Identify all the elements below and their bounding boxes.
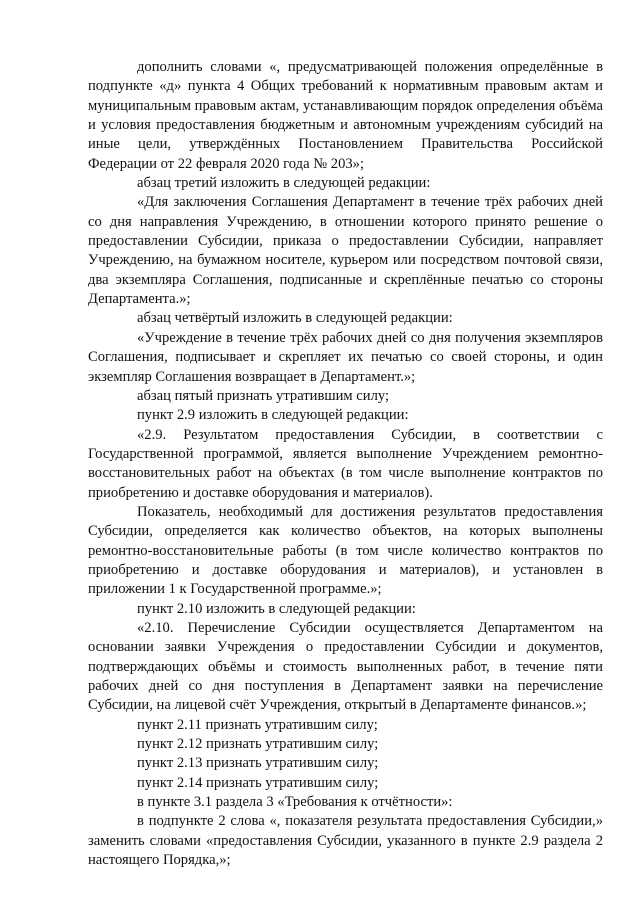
paragraph-punkt-2-14: пункт 2.14 признать утратившим силу; [137, 774, 379, 791]
paragraph-punkt-2-10-heading: пункт 2.10 изложить в следующей редакции: [137, 600, 416, 617]
paragraph-abzac-5: абзац пятый признать утратившим силу; [137, 387, 390, 404]
paragraph-abzac-3-text: «Для заключения Соглашения Департамент в течение трёх рабочих дней со дня направления Учреждению, в отношении которого принято решение о предоставлении Субсидии, приказа о предоставлении Субсидии, направляет Учреждению, на бумажном носителе, курьером или посредством почтовой связи, два экземпляра Соглашения, подписанные и скреплённые печатью со стороны Департамента.»; [88, 194, 603, 308]
paragraph-punkt-3-1-heading: в пункте 3.1 раздела 3 «Требования к отчётности»: [137, 794, 453, 811]
paragraph-punkt-2-13: пункт 2.13 признать утратившим силу; [137, 755, 379, 772]
paragraph-abzac-4-text: «Учреждение в течение трёх рабочих дней со дня получения экземпляров Соглашения, подписывает и скрепляет их печатью со своей стороны, и один экземпляр Соглашения возвращает в Департамент.»; [88, 329, 603, 385]
paragraph-abzac-3-heading: абзац третий изложить в следующей редакции: [137, 175, 431, 192]
paragraph-punkt-2-9-text: «2.9. Результатом предоставления Субсидии, в соответствии с Государственной программой, является выполнение Учреждением ремонтно-восстановительных работ на объектах (в том числе выполнение контрактов по приобретению и доставке оборудования и материалов). [88, 426, 603, 501]
paragraph-intro-amendment: дополнить словами «, предусматривающей положения определённые в подпункте «д» пункта 4 Общих требований к нормативным правовым актам и муниципальным правовым актам, устанавливающим порядок определения объёма и условия предоставления бюджетным и автономным учреждениям субсидий на иные цели, утверждённых Постановлением Правительства Российской Федерации от 22 февраля 2020 года № 203»; [88, 59, 603, 172]
paragraph-punkt-2-10-text: «2.10. Перечисление Субсидии осуществляется Департаментом на основании заявки Учреждения о предоставлении Субсидии и документов, подтверждающих объёмы и стоимость выполненных работ, в течение пяти рабочих дней со дня поступления в Департамент заявки на перечисление Субсидии, на лицевой счёт Учреждения, открытый в Департаменте финансов.»; [88, 619, 603, 714]
paragraph-abzac-4-heading: абзац четвёртый изложить в следующей редакции: [137, 310, 453, 327]
paragraph-punkt-2-12: пункт 2.12 признать утратившим силу; [137, 736, 379, 753]
paragraph-punkt-2-11: пункт 2.11 признать утратившим силу; [137, 716, 378, 733]
paragraph-subpunkt-2: в подпункте 2 слова «, показателя результата предоставления Субсидии,» заменить словами «предоставления Субсидии, указанного в пункте 2.9 раздела 2 настоящего Порядка,»; [88, 813, 603, 869]
document-page [88, 58, 603, 870]
paragraph-indicator: Показатель, необходимый для достижения результатов предоставления Субсидии, определяется как количество объектов, на которых выполнены ремонтно-восстановительные работы (в том числе количество контрактов по приобретению и доставке оборудования и материалов), и установлен в приложении 1 к Государственной программе.»; [88, 503, 603, 598]
paragraph-punkt-2-9-heading: пункт 2.9 изложить в следующей редакции: [137, 407, 409, 424]
